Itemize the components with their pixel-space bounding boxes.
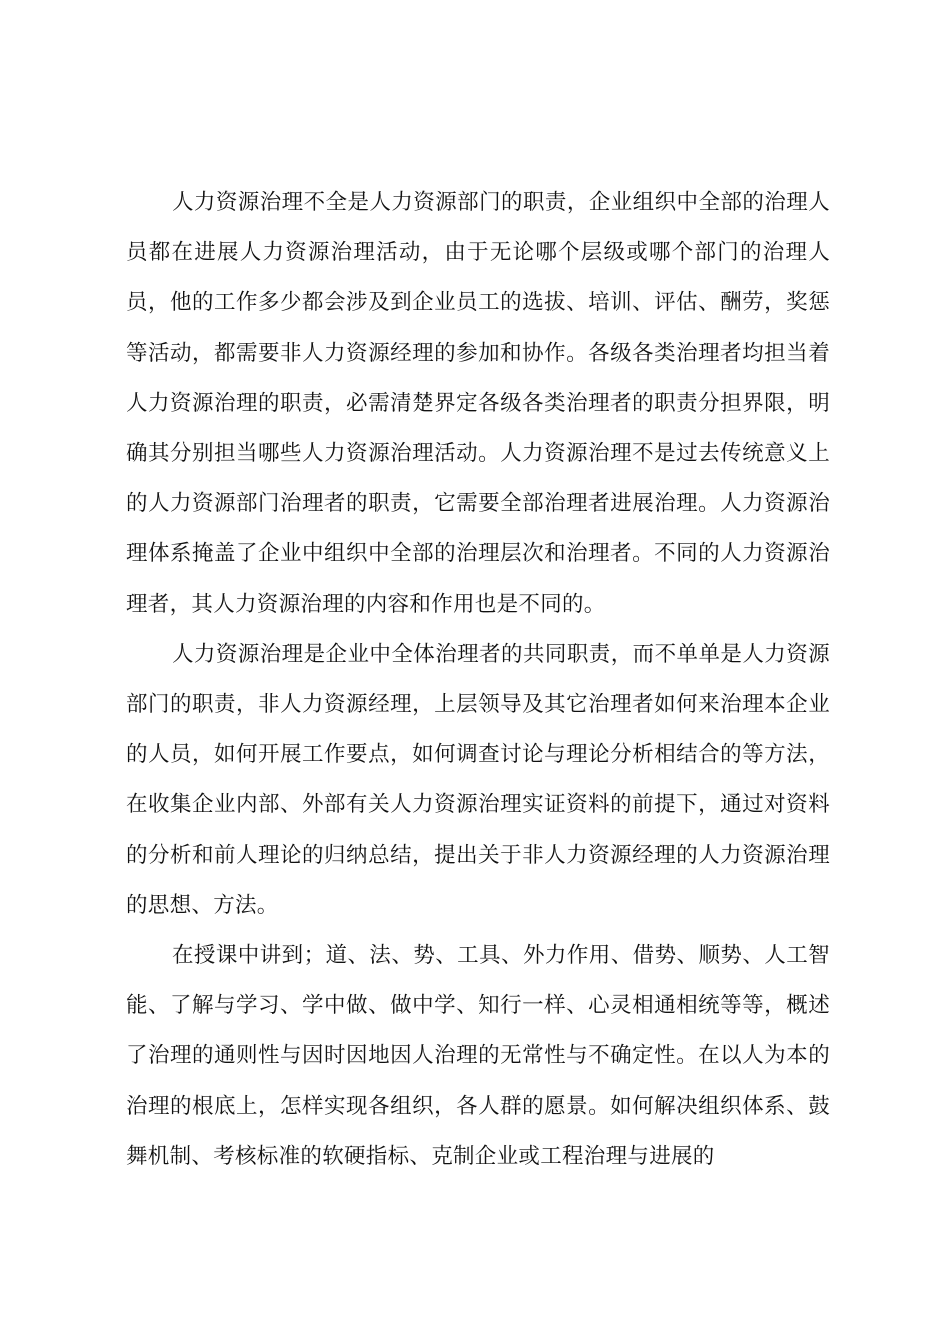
- paragraph-3: 在授课中讲到；道、法、势、工具、外力作用、借势、顺势、人工智能、了解与学习、学中做、做中学、知行一样、心灵相通相统等等，概述了治理的通则性与因时因地因人治理的无常性与不确定性。在以人为本的治理的根底上，怎样实现各组织，各人群的愿景。如何解决组织体系、鼓舞机制、考核标准的软硬指标、克制企业或工程治理与进展的: [126, 943, 830, 1169]
- document-page: [126, 178, 830, 1182]
- paragraph-1: 人力资源治理不全是人力资源部门的职责，企业组织中全部的治理人员都在进展人力资源治理活动，由于无论哪个层级或哪个部门的治理人员，他的工作多少都会涉及到企业员工的选拔、培训、评估、酬劳，奖惩等活动，都需要非人力资源经理的参加和协作。各级各类治理者均担当着人力资源治理的职责，必需清楚界定各级各类治理者的职责分担界限，明确其分别担当哪些人力资源治理活动。人力资源治理不是过去传统意义上的人力资源部门治理者的职责，它需要全部治理者进展治理。人力资源治理体系掩盖了企业中组织中全部的治理层次和治理者。不同的人力资源治理者，其人力资源治理的内容和作用也是不同的。: [126, 190, 830, 617]
- paragraph-2: 人力资源治理是企业中全体治理者的共同职责，而不单单是人力资源部门的职责，非人力资源经理，上层领导及其它治理者如何来治理本企业的人员，如何开展工作要点，如何调查讨论与理论分析相结合的等方法，在收集企业内部、外部有关人力资源治理实证资料的前提下，通过对资料的分析和前人理论的归纳总结，提出关于非人力资源经理的人力资源治理的思想、方法。: [126, 641, 830, 918]
